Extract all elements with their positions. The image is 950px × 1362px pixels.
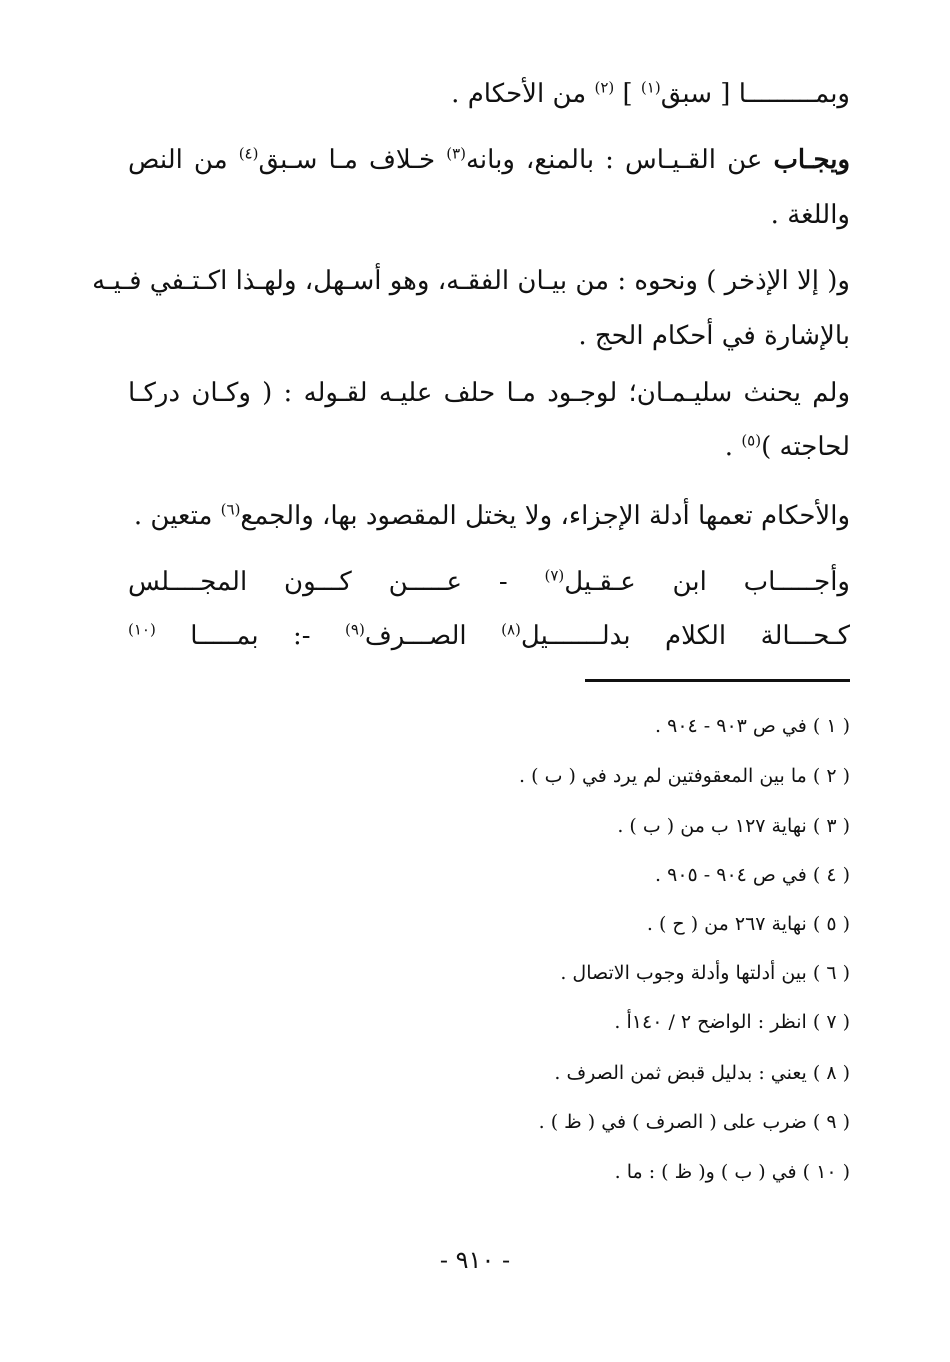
text: متعين .	[133, 501, 213, 531]
footnote-ref: (٦)	[220, 500, 241, 519]
page-number: - ٩١٠ -	[439, 1246, 511, 1274]
text: - عـــــن كـــون المجــــلس	[128, 567, 508, 597]
paragraph-2-line-1	[128, 140, 850, 180]
footnote-ref: (٣)	[446, 144, 466, 163]
text: من الأحكام .	[451, 79, 587, 109]
bold-word: ويجـاب	[773, 145, 851, 175]
text: كـحـــالة الكلام بدلـــــــيل	[520, 621, 850, 651]
paragraph-3-line-1: و( إلا الإذخر ) ونحوه : من بيـان الفقـه، وهو أسـهل، ولهـذا اكـتـفي فـيـه	[92, 266, 850, 296]
text: والأحكام تعمها أدلة الإجزاء، ولا يختل المقصود بها، والجمع	[240, 501, 850, 531]
footnote-ref: (٤)	[238, 144, 259, 163]
paragraph-6-line-1	[128, 562, 850, 602]
paragraph-5	[128, 496, 850, 536]
text: الصـــرف	[364, 621, 467, 651]
footnote-separator	[585, 679, 850, 682]
footnote-ref: (٩)	[345, 620, 365, 639]
text: خـلاف مـا سـبق	[258, 145, 436, 175]
paragraph-6-line-2	[128, 616, 850, 656]
footnote-ref: (٧)	[544, 566, 565, 585]
footnote-4: ( ٤ ) في ص ٩٠٤ - ٩٠٥ .	[655, 864, 850, 886]
paragraph-4-line-1: ولم يحنث سليـمـان؛ لوجـود مـا حلف عليـه لقـوله : ( وكـان دركـا	[128, 378, 850, 408]
footnote-10: ( ١٠ ) في ( ب ) و( ظ ) : ما .	[614, 1161, 850, 1183]
text: .	[724, 432, 734, 462]
footnote-ref: (٨)	[501, 620, 521, 639]
text: -: بمـــــا	[190, 621, 311, 651]
paragraph-3-line-2: بالإشارة في أحكام الحج .	[578, 321, 850, 351]
footnote-ref: (١٠)	[128, 620, 156, 639]
text: لحاجته )	[761, 432, 850, 462]
footnote-3: ( ٣ ) نهاية ١٢٧ ب من ( ب ) .	[617, 815, 850, 837]
footnote-ref: (١)	[640, 78, 661, 97]
footnote-1: ( ١ ) في ص ٩٠٣ - ٩٠٤ .	[655, 715, 850, 737]
text: من النص	[128, 145, 228, 175]
footnote-8: ( ٨ ) يعني : بدليل قبض ثمن الصرف .	[554, 1062, 850, 1084]
text: ]	[622, 79, 633, 109]
text: وبمـــــــــا [ سبق	[660, 79, 850, 109]
footnote-9: ( ٩ ) ضرب على ( الصرف ) في ( ظ ) .	[538, 1111, 850, 1133]
footnote-ref: (٥)	[741, 431, 762, 450]
paragraph-1	[128, 74, 850, 114]
paragraph-2-line-2: واللغة .	[770, 200, 850, 230]
text: عن القـيـاس : بالمنع، وبانه	[465, 145, 763, 175]
text: وأجـــــاب ابن عـقـيل	[564, 567, 850, 597]
paragraph-4-line-2	[128, 427, 850, 467]
footnote-6: ( ٦ ) بين أدلتها وأدلة وجوب الاتصال .	[560, 962, 850, 984]
footnote-ref: (٢)	[594, 78, 615, 97]
footnote-5: ( ٥ ) نهاية ٢٦٧ من ( ح ) .	[646, 913, 850, 935]
footnote-2: ( ٢ ) ما بين المعقوفتين لم يرد في ( ب ) .	[519, 765, 850, 787]
footnote-7: ( ٧ ) انظر : الواضح ٢ / ١٤٠أ .	[614, 1011, 850, 1033]
